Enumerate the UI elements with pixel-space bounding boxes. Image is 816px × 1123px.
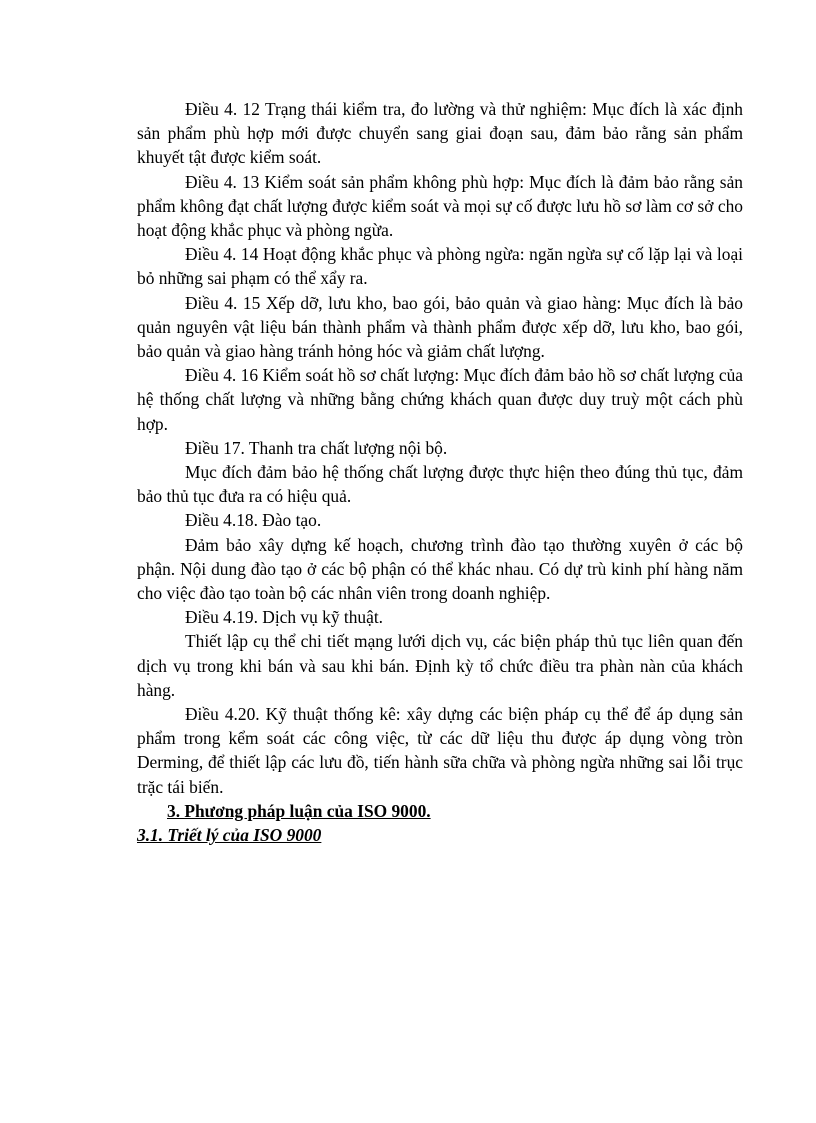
document-page	[137, 97, 743, 847]
paragraph-dieu-4-15: Điều 4. 15 Xếp dỡ, lưu kho, bao gói, bảo quản và giao hàng: Mục đích là bảo quản nguyên vật liệu bán thành phẩm và thành phẩm được xếp dỡ, lưu kho, bao gói, bảo quản và giao hàng tránh hỏng hóc và giảm chất lượng.	[137, 292, 743, 362]
paragraph-dieu-4-18-title: Điều 4.18. Đào tạo.	[185, 510, 322, 531]
paragraph-dieu-4-14: Điều 4. 14 Hoạt động khắc phục và phòng ngừa: ngăn ngừa sự cố lặp lại và loại bỏ những sai phạm có thể xẩy ra.	[137, 244, 743, 289]
paragraph-dieu-4-12: Điều 4. 12 Trạng thái kiểm tra, đo lường và thử nghiệm: Mục đích là xác định sản phẩm phù hợp mới được chuyển sang giai đoạn sau, đảm bảo rằng sản phẩm khuyết tật được kiểm soát.	[137, 99, 743, 168]
section-heading: 3. Phương pháp luận của ISO 9000.	[167, 800, 431, 821]
paragraph-dieu-4-20: Điều 4.20. Kỹ thuật thống kê: xây dựng các biện pháp cụ thể để áp dụng sản phẩm trong kểm soát các công việc, từ các dữ liệu thu được áp dụng vòng tròn Derming, để thiết lập các lưu đồ, tiến hành sữa chữa và phòng ngừa những sai lỗi trục trặc tái biến.	[137, 704, 743, 797]
paragraph-dieu-4-16: Điều 4. 16 Kiểm soát hồ sơ chất lượng: Mục đích đảm bảo hồ sơ chất lượng của hệ thống chất lượng và những bằng chứng khách quan được duy truỳ một cách phù hợp.	[137, 365, 743, 434]
paragraph-dieu-4-13: Điều 4. 13 Kiểm soát sản phẩm không phù hợp: Mục đích là đảm bảo rằng sản phẩm không đạt chất lượng được kiểm soát và mọi sự cố được lưu hồ sơ làm cơ sở cho hoạt động khắc phục và phòng ngừa.	[137, 171, 743, 241]
paragraph-dieu-4-19-title: Điều 4.19. Dịch vụ kỹ thuật.	[185, 607, 384, 628]
paragraph-dieu-17-title: Điều 17. Thanh tra chất lượng nội bộ.	[185, 437, 448, 458]
paragraph-dieu-17-body: Mục đích đảm bảo hệ thống chất lượng được thực hiện theo đúng thủ tục, đảm bảo thủ tục đưa ra có hiệu quả.	[137, 462, 743, 507]
paragraph-dieu-4-18-body: Đảm bảo xây dựng kế hoạch, chương trình đào tạo thường xuyên ở các bộ phận. Nội dung đào tạo ở các bộ phận có thể khác nhau. Có dự trù kinh phí hàng năm cho việc đào tạo toàn bộ các nhân viên trong doanh nghiệp.	[137, 534, 743, 604]
paragraph-dieu-4-19-body: Thiết lập cụ thể chi tiết mạng lưới dịch vụ, các biện pháp thủ tục liên quan đến dịch vụ trong khi bán và sau khi bán. Định kỳ tổ chức điều tra phàn nàn của khách hàng.	[137, 631, 743, 700]
subsection-heading: 3.1. Triết lý của ISO 9000	[137, 825, 322, 846]
